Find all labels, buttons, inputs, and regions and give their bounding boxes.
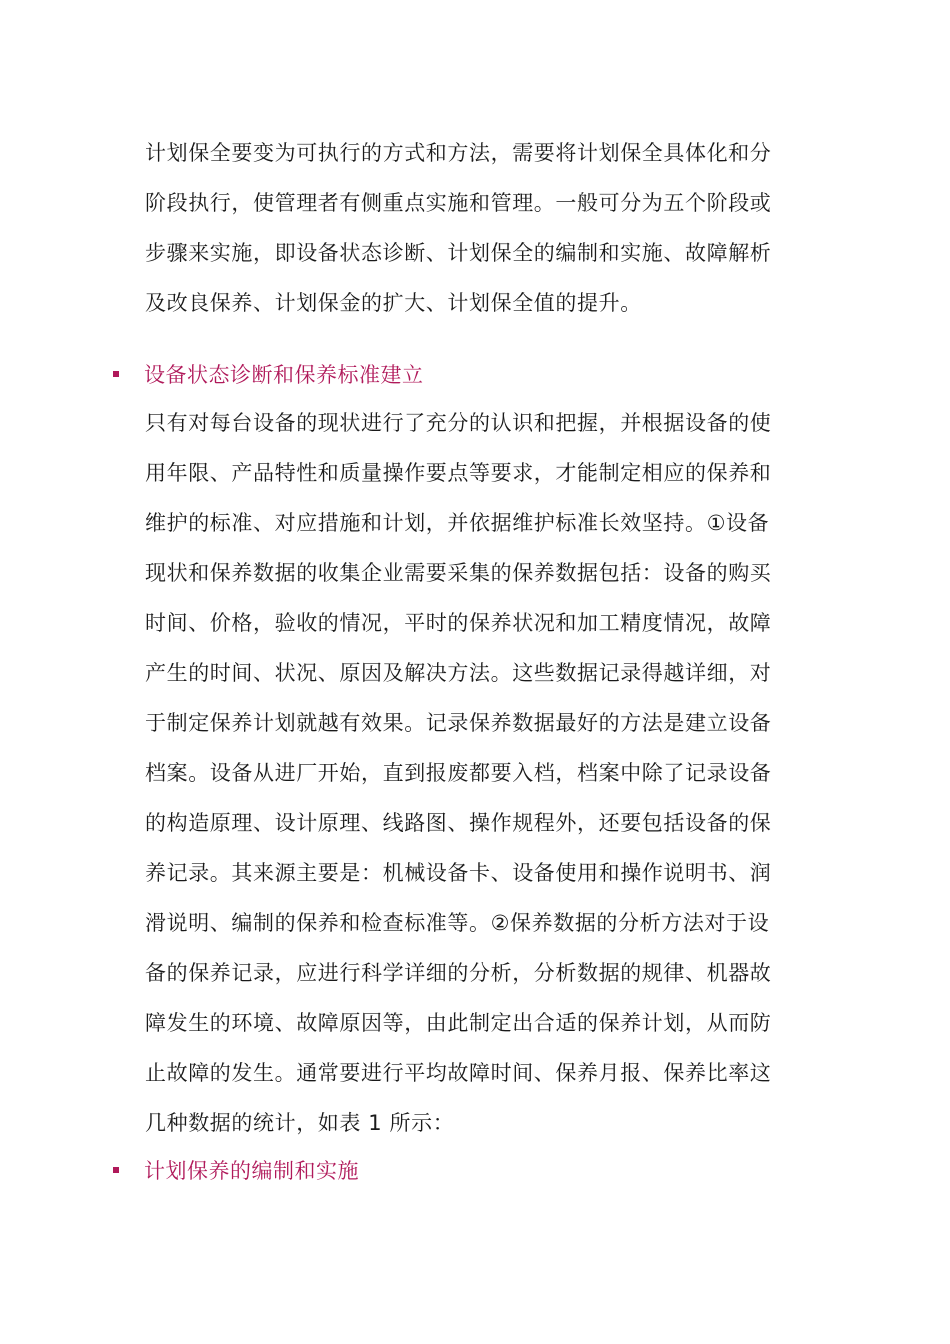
bullet-square-icon — [113, 371, 119, 377]
section-heading-diagnosis — [113, 354, 813, 394]
body-line: 档案。设备从进厂开始，直到报废都要入档，档案中除了记录设备 — [145, 761, 772, 785]
body-line: 只有对每台设备的现状进行了充分的认识和把握，并根据设备的使 — [145, 411, 772, 435]
bullet-square-icon — [113, 1167, 119, 1173]
body-line: 的构造原理、设计原理、线路图、操作规程外，还要包括设备的保 — [145, 811, 772, 835]
diagnosis-paragraph — [145, 398, 805, 1148]
intro-line: 计划保全要变为可执行的方式和方法，需要将计划保全具体化和分 — [145, 141, 772, 165]
body-line: 止故障的发生。通常要进行平均故障时间、保养月报、保养比率这 — [145, 1061, 772, 1085]
section-heading-text: 计划保养的编制和实施 — [144, 1159, 359, 1183]
body-line: 滑说明、编制的保养和检查标准等。②保养数据的分析方法对于设 — [145, 911, 770, 935]
body-line: 障发生的环境、故障原因等，由此制定出合适的保养计划，从而防 — [145, 1011, 772, 1035]
section-heading-text: 设备状态诊断和保养标准建立 — [144, 363, 424, 387]
intro-paragraph — [145, 128, 805, 328]
section-heading-planning — [113, 1150, 813, 1190]
body-line: 现状和保养数据的收集企业需要采集的保养数据包括：设备的购买 — [145, 561, 772, 585]
intro-line: 步骤来实施，即设备状态诊断、计划保全的编制和实施、故障解析 — [145, 241, 772, 265]
body-line: 几种数据的统计，如表 1 所示： — [145, 1111, 455, 1135]
intro-line: 阶段执行，使管理者有侧重点实施和管理。一般可分为五个阶段或 — [145, 191, 772, 215]
intro-line: 及改良保养、计划保金的扩大、计划保全值的提升。 — [145, 291, 642, 315]
body-line: 维护的标准、对应措施和计划，并依据维护标准长效坚持。①设备 — [145, 511, 770, 535]
body-line: 备的保养记录，应进行科学详细的分析，分析数据的规律、机器故 — [145, 961, 772, 985]
body-line: 时间、价格，验收的情况，平时的保养状况和加工精度情况，故障 — [145, 611, 772, 635]
body-line: 用年限、产品特性和质量操作要点等要求，才能制定相应的保养和 — [145, 461, 772, 485]
body-line: 养记录。其来源主要是：机械设备卡、设备使用和操作说明书、润 — [145, 861, 772, 885]
body-line: 产生的时间、状况、原因及解决方法。这些数据记录得越详细，对 — [145, 661, 772, 685]
body-line: 于制定保养计划就越有效果。记录保养数据最好的方法是建立设备 — [145, 711, 772, 735]
